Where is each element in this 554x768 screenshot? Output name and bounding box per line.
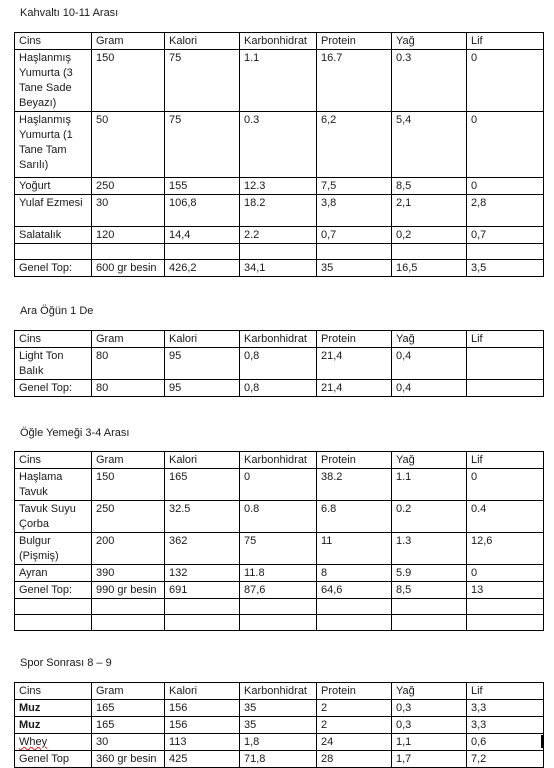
table-cell: 13 — [467, 582, 544, 599]
header-cell: Yağ — [392, 33, 467, 50]
table-cell: Haşlanmış Yumurta (3 Tane Sade Beyazı) — [15, 50, 92, 112]
table-cell: 0 — [467, 565, 544, 582]
table-cell: 250 — [92, 501, 165, 533]
header-cell: Lif — [467, 683, 544, 700]
table-cell — [467, 244, 544, 260]
header-cell: Cins — [15, 33, 92, 50]
table-cell: 16.7 — [317, 50, 392, 112]
header-cell: Karbonhidrat — [240, 33, 317, 50]
table-cell: 0,3 — [392, 700, 467, 717]
header-cell: Cins — [15, 331, 92, 348]
table-cell: Bulgur (Pişmiş) — [15, 533, 92, 565]
header-cell: Cins — [15, 452, 92, 469]
table-cell: 0 — [240, 469, 317, 501]
table-cell: 16,5 — [392, 260, 467, 277]
table-cell: 12,6 — [467, 533, 544, 565]
table-cell — [467, 348, 544, 380]
table-cell: 1,1 — [392, 734, 467, 751]
table-cell: 156 — [165, 717, 240, 734]
table-cell: 426,2 — [165, 260, 240, 277]
table-row — [15, 717, 544, 734]
table-cell: Ayran — [15, 565, 92, 582]
table-cell: 71,8 — [240, 751, 317, 768]
table-row — [15, 501, 544, 533]
table-row — [15, 112, 544, 178]
table-cell: 990 gr besin — [92, 582, 165, 599]
section-title-ara-ogun: Ara Öğün 1 De — [20, 305, 94, 317]
table-cell: 156 — [165, 700, 240, 717]
table-cell: 0,4 — [392, 348, 467, 380]
table-cell — [240, 244, 317, 260]
table-row — [15, 227, 544, 244]
table-cell: 35 — [240, 700, 317, 717]
table-cell: 0,6 — [467, 734, 544, 751]
table-ara-ogun — [14, 330, 544, 397]
table-cell: Muz — [15, 700, 92, 717]
table-cell — [392, 599, 467, 615]
table-row — [15, 533, 544, 565]
header-cell: Kalori — [165, 452, 240, 469]
table-cell: 600 gr besin — [92, 260, 165, 277]
header-cell: Gram — [92, 33, 165, 50]
table-row — [15, 700, 544, 717]
table-cell: 0,4 — [392, 380, 467, 397]
header-cell: Yağ — [392, 452, 467, 469]
table-row — [15, 734, 544, 751]
table-cell: 390 — [92, 565, 165, 582]
table-cell: 2,1 — [392, 195, 467, 227]
table-cell: 32.5 — [165, 501, 240, 533]
table-cell — [165, 244, 240, 260]
table-cell: 30 — [92, 734, 165, 751]
table-total-row — [15, 751, 544, 768]
table-row — [15, 50, 544, 112]
table-cell: 7,2 — [467, 751, 544, 768]
table-cell: 360 gr besin — [92, 751, 165, 768]
table-cell: 0 — [467, 112, 544, 178]
table-cell — [317, 599, 392, 615]
table-cell: 95 — [165, 380, 240, 397]
table-cell: 0.2 — [392, 501, 467, 533]
table-cell: 0 — [467, 469, 544, 501]
table-row — [15, 565, 544, 582]
table-cell — [240, 599, 317, 615]
header-cell: Protein — [317, 33, 392, 50]
header-cell: Protein — [317, 683, 392, 700]
table-cell: 0,7 — [467, 227, 544, 244]
table-cell: 75 — [240, 533, 317, 565]
header-cell: Karbonhidrat — [240, 452, 317, 469]
table-row — [15, 348, 544, 380]
table-spor-sonrasi — [14, 682, 544, 768]
table-cell: 0.3 — [392, 50, 467, 112]
table-header-row — [15, 452, 544, 469]
table-cell: 21,4 — [317, 380, 392, 397]
table-cell: Genel Top: — [15, 582, 92, 599]
table-cell — [15, 615, 92, 631]
table-cell: 691 — [165, 582, 240, 599]
table-cell: 1.1 — [392, 469, 467, 501]
table-cell — [392, 615, 467, 631]
table-cell: 0,2 — [392, 227, 467, 244]
table-cell: 1,8 — [240, 734, 317, 751]
table-cell: 35 — [240, 717, 317, 734]
table-cell: 95 — [165, 348, 240, 380]
table-cell — [240, 615, 317, 631]
header-cell: Gram — [92, 331, 165, 348]
table-cell: 0 — [467, 178, 544, 195]
table-cell: 12.3 — [240, 178, 317, 195]
table-cell: 155 — [165, 178, 240, 195]
table-cell: Yoğurt — [15, 178, 92, 195]
table-cell: 150 — [92, 469, 165, 501]
table-cell: 50 — [92, 112, 165, 178]
header-cell: Lif — [467, 331, 544, 348]
table-cell: 165 — [92, 700, 165, 717]
table-cell — [15, 599, 92, 615]
table-cell — [467, 615, 544, 631]
header-cell: Yağ — [392, 331, 467, 348]
table-row — [15, 599, 544, 615]
table-row — [15, 178, 544, 195]
table-cell: 14,4 — [165, 227, 240, 244]
table-row — [15, 195, 544, 227]
header-cell: Karbonhidrat — [240, 331, 317, 348]
table-cell: 7,5 — [317, 178, 392, 195]
table-cell: 3,3 — [467, 700, 544, 717]
table-cell: 165 — [92, 717, 165, 734]
table-cell: 80 — [92, 348, 165, 380]
table-cell — [15, 734, 92, 751]
section-title-kahvalti: Kahvaltı 10-11 Arası — [20, 7, 119, 19]
header-cell: Protein — [317, 331, 392, 348]
table-cell: 64,6 — [317, 582, 392, 599]
table-cell: 0,3 — [392, 717, 467, 734]
table-cell: 5,4 — [392, 112, 467, 178]
table-cell: 0,8 — [240, 380, 317, 397]
table-cell: 113 — [165, 734, 240, 751]
table-cell — [317, 244, 392, 260]
header-cell: Kalori — [165, 33, 240, 50]
table-cell — [165, 615, 240, 631]
table-cell: 34,1 — [240, 260, 317, 277]
table-cell: 5.9 — [392, 565, 467, 582]
table-cell: 0.8 — [240, 501, 317, 533]
header-cell: Protein — [317, 452, 392, 469]
table-cell — [92, 599, 165, 615]
table-cell: 2 — [317, 700, 392, 717]
table-cell: Tavuk Suyu Çorba — [15, 501, 92, 533]
table-cell: 2,8 — [467, 195, 544, 227]
table-cell: Genel Top: — [15, 380, 92, 397]
table-cell: 80 — [92, 380, 165, 397]
table-cell — [467, 380, 544, 397]
table-cell: 0,7 — [317, 227, 392, 244]
table-cell: 21,4 — [317, 348, 392, 380]
table-cell: 30 — [92, 195, 165, 227]
table-cell: 362 — [165, 533, 240, 565]
table-header-row — [15, 33, 544, 50]
table-cell: 87,6 — [240, 582, 317, 599]
table-cell: 6.8 — [317, 501, 392, 533]
table-cell: Haşlanmış Yumurta (1 Tane Tam Sarılı) — [15, 112, 92, 178]
table-cell: Light Ton Balık — [15, 348, 92, 380]
table-total-row — [15, 260, 544, 277]
table-cell: 0,8 — [240, 348, 317, 380]
table-cell: 3,5 — [467, 260, 544, 277]
table-cell: 165 — [165, 469, 240, 501]
header-cell: Gram — [92, 452, 165, 469]
header-cell: Yağ — [392, 683, 467, 700]
table-cell: 0.4 — [467, 501, 544, 533]
table-cell: 8 — [317, 565, 392, 582]
table-cell — [92, 244, 165, 260]
table-cell — [165, 599, 240, 615]
table-cell: 425 — [165, 751, 240, 768]
table-header-row — [15, 683, 544, 700]
table-cell: 1.3 — [392, 533, 467, 565]
table-cell: 200 — [92, 533, 165, 565]
table-cell: 120 — [92, 227, 165, 244]
table-cell: 38.2 — [317, 469, 392, 501]
table-cell: 1.1 — [240, 50, 317, 112]
table-ogle-yemegi — [14, 451, 544, 631]
table-cell: 8,5 — [392, 178, 467, 195]
table-cell: 0 — [467, 50, 544, 112]
table-header-row — [15, 331, 544, 348]
table-total-row — [15, 380, 544, 397]
table-cell: 8,5 — [392, 582, 467, 599]
table-cell — [92, 615, 165, 631]
header-cell: Kalori — [165, 331, 240, 348]
table-total-row — [15, 582, 544, 599]
table-cell: 75 — [165, 112, 240, 178]
table-cell: 11.8 — [240, 565, 317, 582]
table-cell: 1,7 — [392, 751, 467, 768]
header-cell: Kalori — [165, 683, 240, 700]
table-cell: 3,3 — [467, 717, 544, 734]
table-cell: 2 — [317, 717, 392, 734]
table-cell: Genel Top — [15, 751, 92, 768]
table-row — [15, 469, 544, 501]
table-cell: 75 — [165, 50, 240, 112]
table-cell: 11 — [317, 533, 392, 565]
table-cell — [467, 599, 544, 615]
table-cell: Yulaf Ezmesi — [15, 195, 92, 227]
table-cell — [317, 615, 392, 631]
section-title-spor-sonrasi: Spor Sonrası 8 – 9 — [20, 657, 112, 669]
header-cell: Gram — [92, 683, 165, 700]
table-cell: 28 — [317, 751, 392, 768]
header-cell: Lif — [467, 33, 544, 50]
table-cell: Salatalık — [15, 227, 92, 244]
table-cell: 35 — [317, 260, 392, 277]
table-cell: Haşlama Tavuk — [15, 469, 92, 501]
table-cell: Muz — [15, 717, 92, 734]
table-cell: Genel Top: — [15, 260, 92, 277]
table-cell: 2.2 — [240, 227, 317, 244]
text-cursor — [541, 735, 543, 748]
header-cell: Cins — [15, 683, 92, 700]
table-cell: 0.3 — [240, 112, 317, 178]
header-cell: Karbonhidrat — [240, 683, 317, 700]
table-cell: 132 — [165, 565, 240, 582]
table-row — [15, 244, 544, 260]
table-row — [15, 615, 544, 631]
table-kahvalti — [14, 32, 544, 277]
section-title-ogle-yemegi: Öğle Yemeği 3-4 Arası — [20, 427, 130, 439]
spellcheck-word: Whey — [19, 736, 48, 748]
table-cell: 150 — [92, 50, 165, 112]
table-cell: 106,8 — [165, 195, 240, 227]
table-cell: 6,2 — [317, 112, 392, 178]
header-cell: Lif — [467, 452, 544, 469]
table-cell: 18.2 — [240, 195, 317, 227]
table-cell: 3,8 — [317, 195, 392, 227]
table-cell: 24 — [317, 734, 392, 751]
table-cell — [15, 244, 92, 260]
table-cell: 250 — [92, 178, 165, 195]
table-cell — [392, 244, 467, 260]
